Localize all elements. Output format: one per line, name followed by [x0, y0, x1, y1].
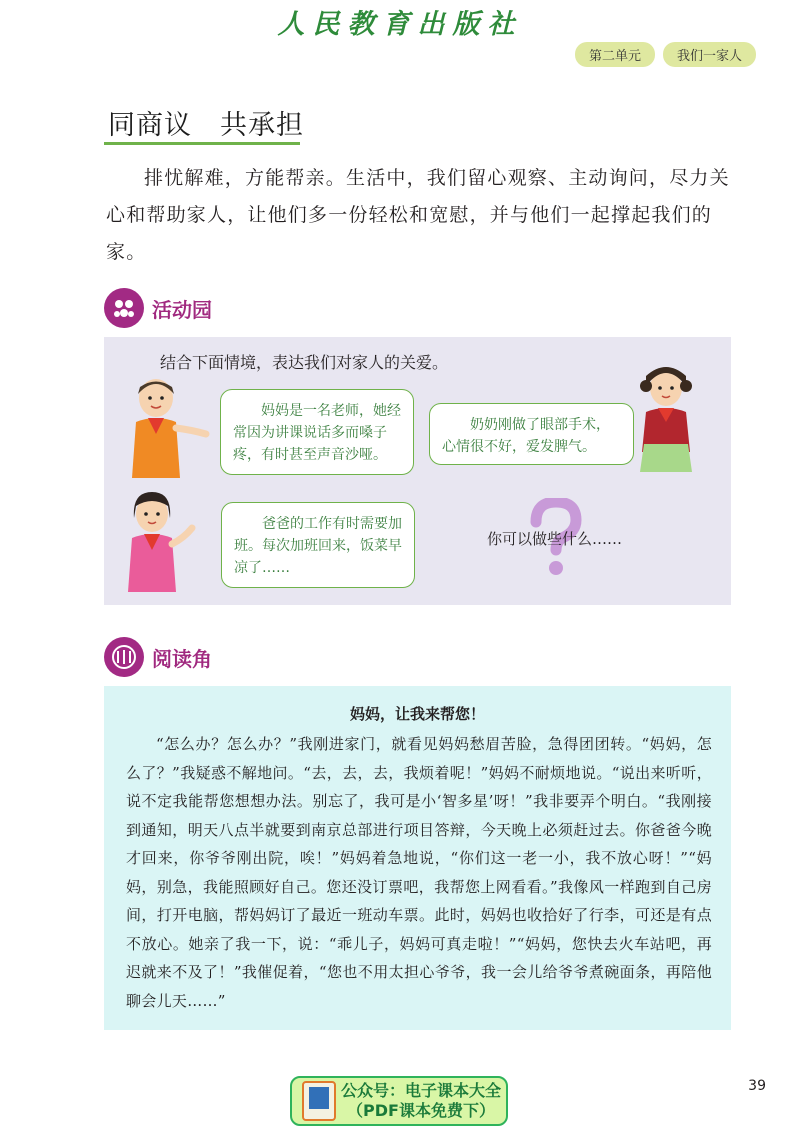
reading-text: “怎么办？怎么办？”我刚进家门，就看见妈妈愁眉苦脸，急得团团转。“妈妈，怎么了？”我疑惑不解地问。“去，去，去，我烦着呢！”妈妈不耐烦地说。“说出来听听，说不定我能帮您想想办法。别忘了，我可是小‘智多星’呀！”我非要弄个明白。“我刚接到通知，明天八点半就要到南京总部进行项目答辩，今天晚上必须赶过去。你爸爸今晚才回来，你爷爷刚出院，唉！”妈妈着急地说，“你们这一老一小，我不放心呀！”“妈妈，别急，我能照顾好自己。您还没订票吧，我帮您上网看看。”我像风一样跑到自己房间，打开电脑，帮妈妈订了最近一班动车票。此时，妈妈也收拾好了行李，可还是有点不放心。她亲了我一下，说：“乖儿子，妈妈可真走啦！”“妈妈，您快去火车站吧，再迟就来不及了！”我催促着，“您也不用太担心爷爷，我一会儿给爷爷煮碗面条，再陪他聊会儿天……” — [126, 735, 712, 1010]
you-can-question: 你可以做些什么…… — [487, 530, 623, 548]
page-number: 39 — [748, 1078, 766, 1094]
promo-text — [336, 1081, 506, 1121]
girl-pink-illustration — [120, 488, 204, 596]
hands-icon — [104, 288, 144, 328]
title-underline — [104, 142, 300, 145]
reading-title: 妈妈，让我来帮您！ — [349, 705, 485, 723]
publisher-logo-text: 人民教育出版社 — [277, 9, 523, 40]
activity-label: 活动园 — [152, 297, 212, 322]
bubble-text-grandma: 奶奶刚做了眼部手术，心情很不好，爱发脾气。 — [442, 417, 610, 455]
unit-title-tag: 我们一家人 — [663, 42, 756, 67]
boy-illustration — [126, 374, 212, 482]
speech-bubble-father — [221, 502, 415, 588]
speech-bubble-grandma — [429, 403, 634, 465]
promo-line-1: 公众号：电子课本大全 — [340, 1081, 501, 1100]
bubble-text-mother: 妈妈是一名老师，她经常因为讲课说话多而嗓子疼，有时甚至声音沙哑。 — [233, 403, 401, 463]
unit-tags — [575, 42, 756, 67]
activity-heading — [104, 288, 212, 328]
reading-label: 阅读角 — [152, 646, 212, 671]
unit-number-tag: 第二单元 — [575, 42, 655, 67]
reading-heading — [104, 637, 212, 677]
promo-banner — [290, 1076, 508, 1126]
speech-bubble-mother — [220, 389, 414, 475]
intro-paragraph: 排忧解难，方能帮亲。生活中，我们留心观察、主动询问，尽力关心和帮助家人，让他们多一份轻松和宽慰，并与他们一起撑起我们的家。 — [106, 167, 730, 263]
bubble-text-father: 爸爸的工作有时需要加班。每次加班回来，饭菜早凉了…… — [234, 516, 402, 576]
girl-red-sweater-illustration — [626, 360, 706, 478]
activity-prompt: 结合下面情境，表达我们对家人的关爱。 — [160, 353, 449, 372]
book-icon — [104, 637, 144, 677]
promo-line-2: （PDF课本免费下） — [347, 1101, 495, 1120]
section-title: 同商议 共承担 — [108, 110, 304, 141]
textbook-icon — [302, 1081, 336, 1121]
